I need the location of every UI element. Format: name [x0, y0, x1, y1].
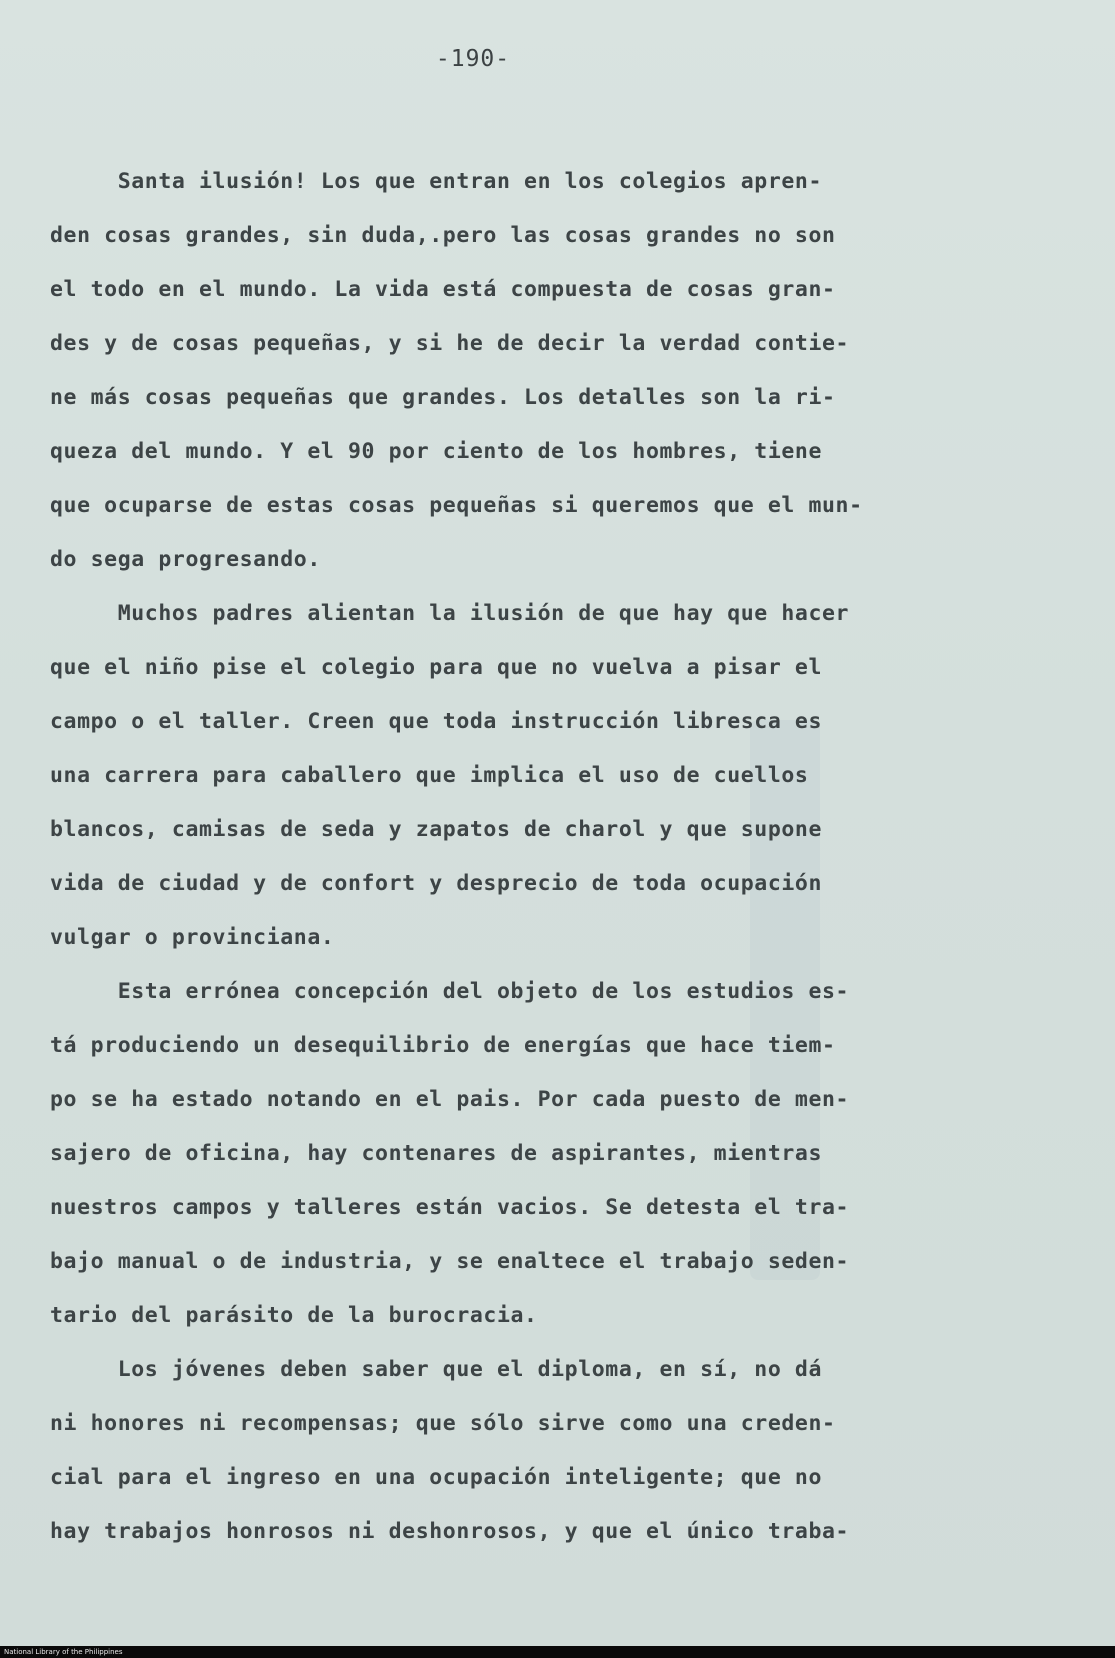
text-line: do sega progresando. — [50, 547, 321, 572]
text-line: el todo en el mundo. La vida está compuesta de cosas gran- — [50, 277, 836, 302]
text-line: queza del mundo. Y el 90 por ciento de los hombres, tiene — [50, 439, 823, 464]
text-line: una carrera para caballero que implica el uso de cuellos — [50, 763, 809, 788]
text-line: Santa ilusión! Los que entran en los colegios apren- — [50, 169, 823, 194]
text-line: Esta errónea concepción del objeto de los estudios es- — [50, 979, 850, 1004]
text-line: tario del parásito de la burocracia. — [50, 1303, 538, 1328]
text-line: que el niño pise el colegio para que no vuelva a pisar el — [50, 655, 823, 680]
text-line: nuestros campos y talleres están vacios. Se detesta el tra- — [50, 1195, 850, 1220]
text-line: des y de cosas pequeñas, y si he de decir la verdad contie- — [50, 331, 850, 356]
text-line: den cosas grandes, sin duda,.pero las cosas grandes no son — [50, 223, 836, 248]
body-text — [50, 155, 1060, 1559]
text-line: que ocuparse de estas cosas pequeñas si queremos que el mun- — [50, 493, 863, 518]
footer-credit: National Library of the Philippines — [4, 1648, 123, 1656]
page-number: -190- — [435, 46, 511, 72]
text-line: ne más cosas pequeñas que grandes. Los detalles son la ri- — [50, 385, 836, 410]
text-line: Los jóvenes deben saber que el diploma, en sí, no dá — [50, 1357, 823, 1382]
text-line: campo o el taller. Creen que toda instrucción libresca es — [50, 709, 823, 734]
footer-bar — [0, 1646, 1115, 1658]
text-line: bajo manual o de industria, y se enaltece el trabajo seden- — [50, 1249, 850, 1274]
text-line: vida de ciudad y de confort y desprecio de toda ocupación — [50, 871, 823, 896]
text-line: hay trabajos honrosos ni deshonrosos, y que el único traba- — [50, 1519, 850, 1544]
text-line: Muchos padres alientan la ilusión de que hay que hacer — [50, 601, 850, 626]
text-line: cial para el ingreso en una ocupación inteligente; que no — [50, 1465, 823, 1490]
text-line: tá produciendo un desequilibrio de energías que hace tiem- — [50, 1033, 836, 1058]
text-line: blancos, camisas de seda y zapatos de charol y que supone — [50, 817, 823, 842]
text-line: sajero de oficina, hay contenares de aspirantes, mientras — [50, 1141, 823, 1166]
text-line: vulgar o provinciana. — [50, 925, 335, 950]
text-line: ni honores ni recompensas; que sólo sirve como una creden- — [50, 1411, 836, 1436]
text-line: po se ha estado notando en el pais. Por cada puesto de men- — [50, 1087, 850, 1112]
